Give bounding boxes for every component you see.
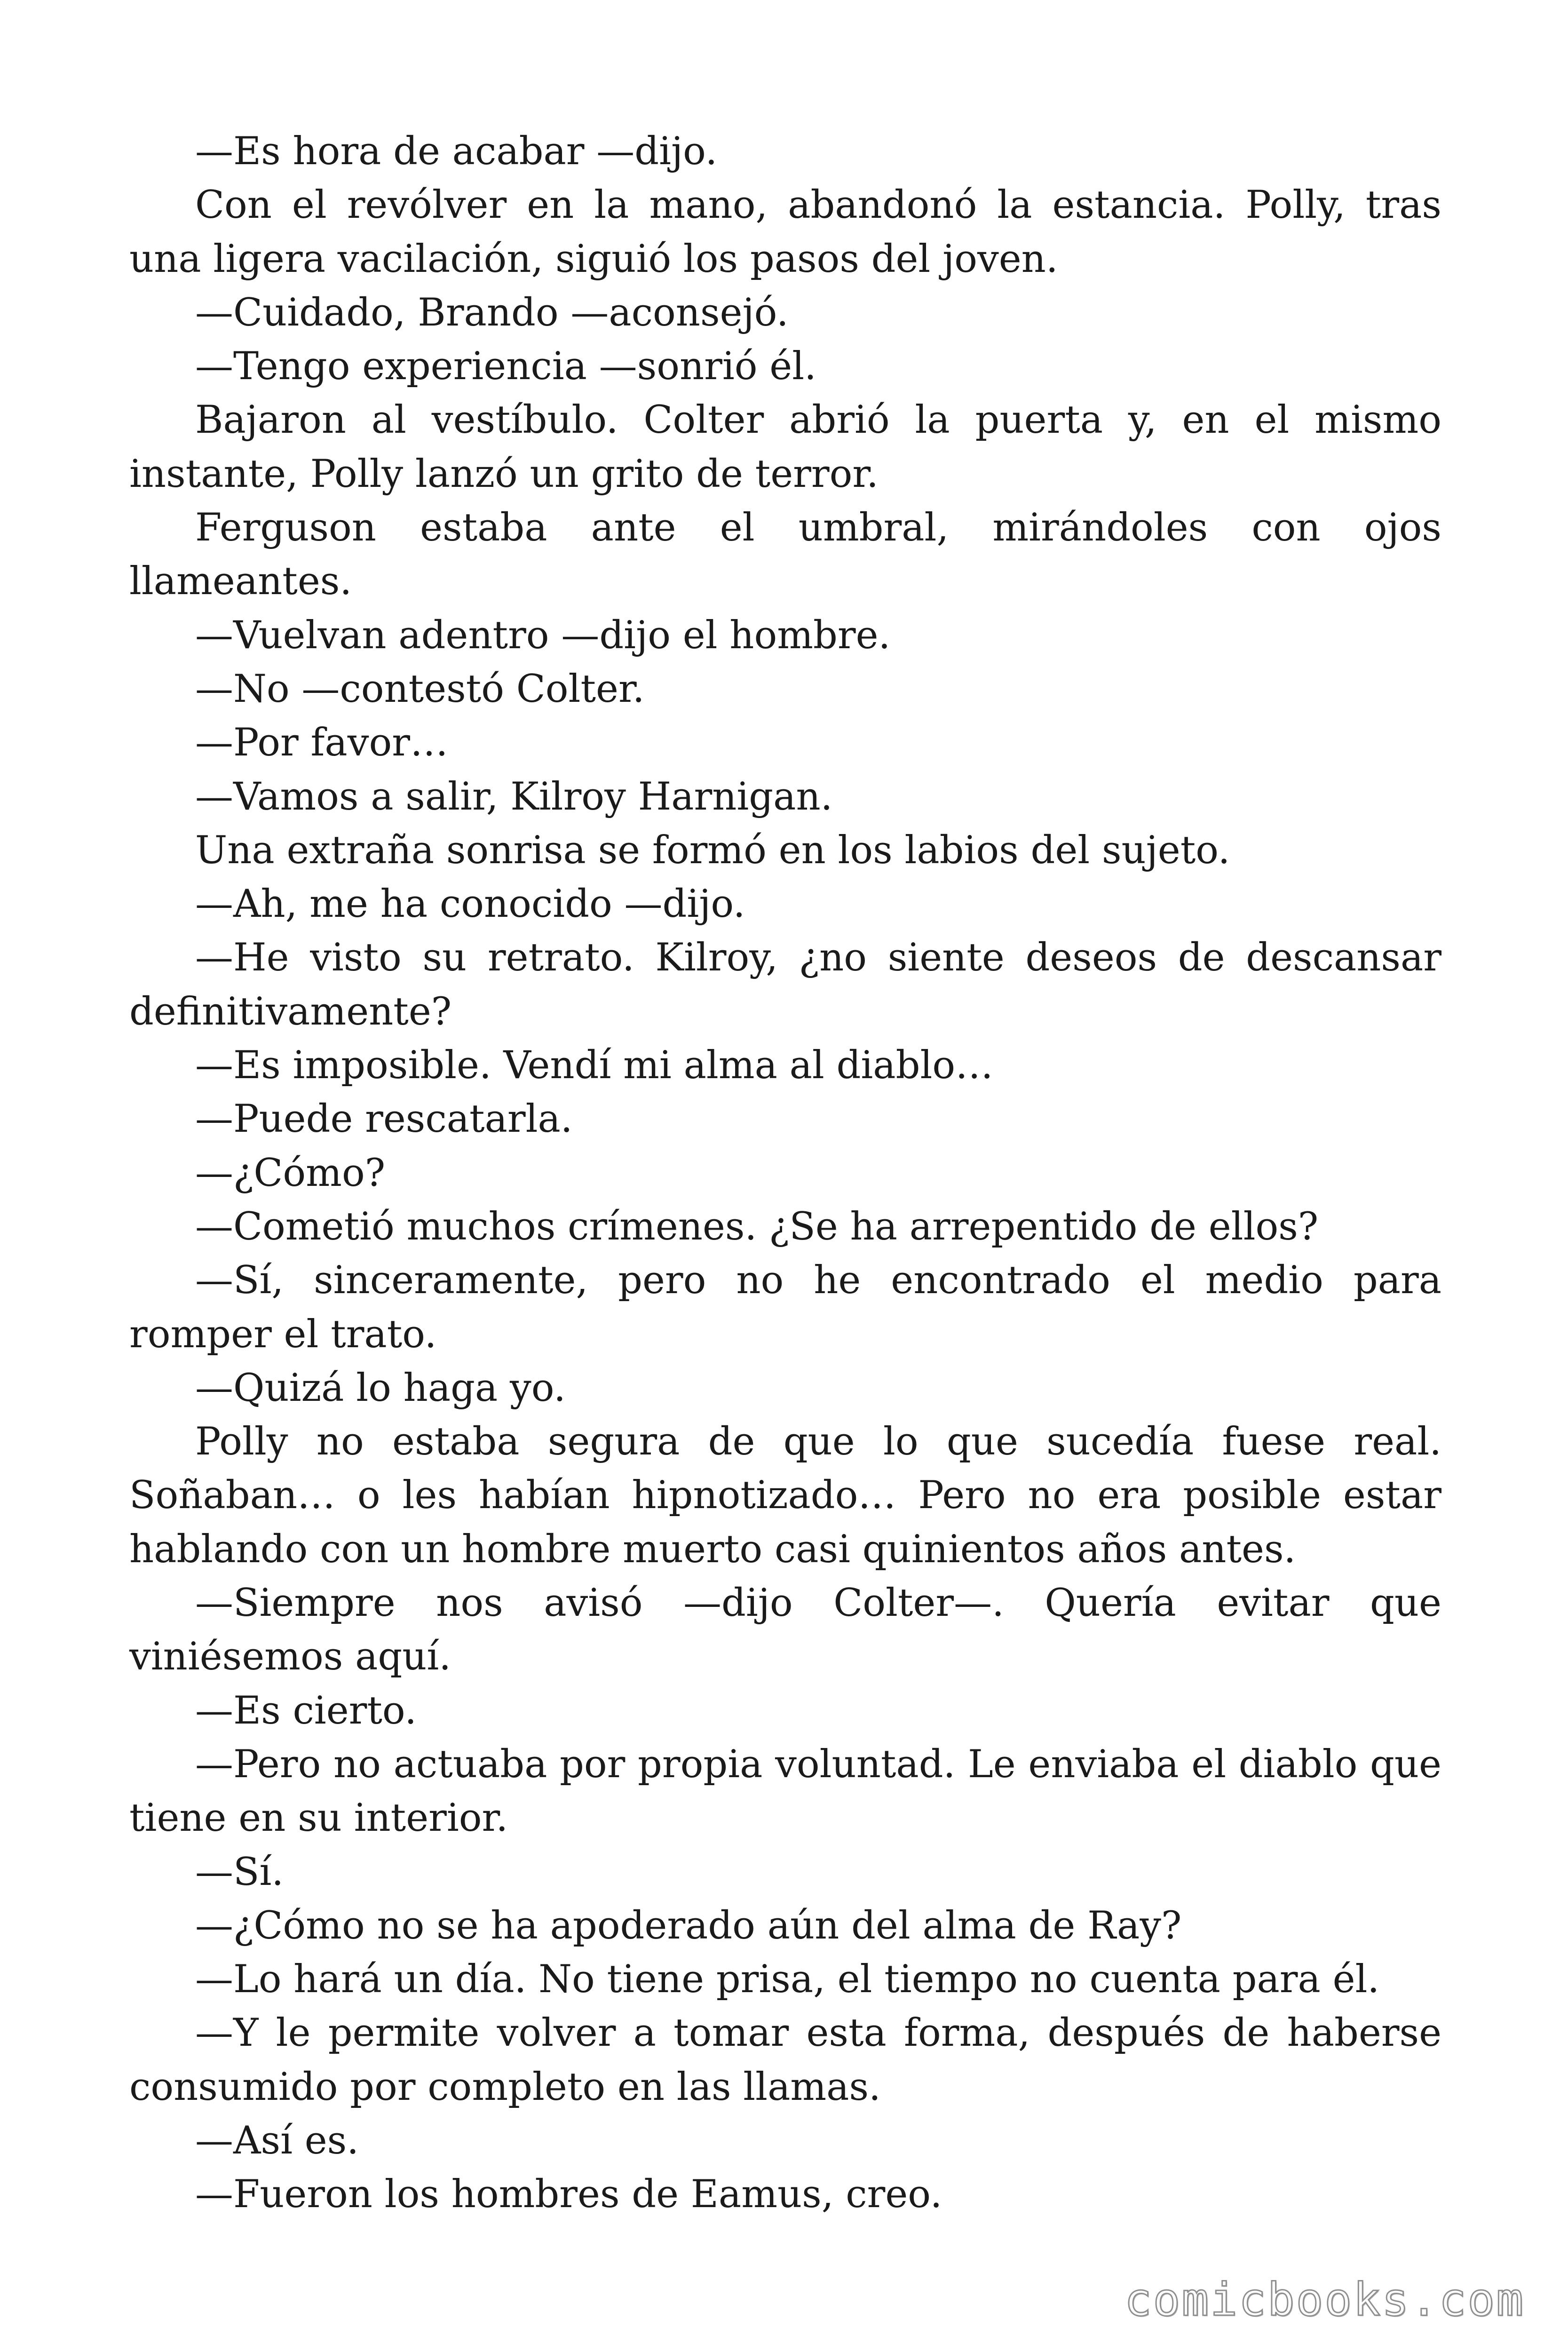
paragraph: —Sí, sinceramente, pero no he encontrado el medio para romper el trato. bbox=[129, 1258, 1441, 1357]
paragraph: —Es imposible. Vendí mi alma al diablo… bbox=[195, 1043, 994, 1088]
paragraph: —Quizá lo haga yo. bbox=[195, 1366, 566, 1410]
page-body-text bbox=[129, 125, 1441, 2222]
paragraph: —Siempre nos avisó —dijo Colter—. Quería evitar que viniésemos aquí. bbox=[129, 1581, 1441, 1679]
paragraph: —¿Cómo? bbox=[195, 1151, 386, 1195]
paragraph: —Lo hará un día. No tiene prisa, el tiempo no cuenta para él. bbox=[195, 1957, 1380, 2002]
paragraph: —Es hora de acabar —dijo. bbox=[195, 129, 718, 174]
paragraph: —Cometió muchos crímenes. ¿Se ha arrepentido de ellos? bbox=[195, 1204, 1319, 1249]
paragraph: —Tengo experiencia —sonrió él. bbox=[195, 344, 816, 389]
paragraph: —He visto su retrato. Kilroy, ¿no siente deseos de descansar definitivamente? bbox=[129, 936, 1441, 1034]
paragraph: —Puede rescatarla. bbox=[195, 1097, 573, 1142]
paragraph: —Por favor… bbox=[195, 721, 448, 765]
paragraph: —No —contestó Colter. bbox=[195, 667, 645, 711]
paragraph: —Cuidado, Brando —aconsejó. bbox=[195, 290, 789, 335]
paragraph: —Así es. bbox=[195, 2118, 359, 2163]
paragraph: —Sí. bbox=[195, 1850, 284, 1894]
paragraph: —Fueron los hombres de Eamus, creo. bbox=[195, 2172, 942, 2217]
paragraph: —¿Cómo no se ha apoderado aún del alma de Ray? bbox=[195, 1903, 1182, 1948]
watermark: comicbooks.com bbox=[1124, 2273, 1525, 2326]
paragraph: —Y le permite volver a tomar esta forma, después de haberse consumido por completo en las llamas. bbox=[129, 2011, 1441, 2109]
paragraph: —Ah, me ha conocido —dijo. bbox=[195, 882, 745, 927]
paragraph: Ferguson estaba ante el umbral, mirándoles con ojos llameantes. bbox=[129, 506, 1441, 604]
paragraph: —Pero no actuaba por propia voluntad. Le enviaba el diablo que tiene en su interior. bbox=[129, 1742, 1441, 1841]
paragraph: —Vamos a salir, Kilroy Harnigan. bbox=[195, 774, 833, 819]
paragraph: Una extraña sonrisa se formó en los labios del sujeto. bbox=[195, 828, 1230, 873]
paragraph: Con el revólver en la mano, abandonó la estancia. Polly, tras una ligera vacilación, siguió los pasos del joven. bbox=[129, 183, 1441, 281]
paragraph: —Vuelvan adentro —dijo el hombre. bbox=[195, 613, 891, 658]
paragraph: Polly no estaba segura de que lo que sucedía fuese real. Soñaban… o les habían hipnotizado… Pero no era posible estar hablando con un hombre muerto casi quinientos años antes. bbox=[129, 1420, 1441, 1572]
paragraph: —Es cierto. bbox=[195, 1688, 417, 1733]
paragraph: Bajaron al vestíbulo. Colter abrió la puerta y, en el mismo instante, Polly lanzó un grito de terror. bbox=[129, 398, 1441, 496]
